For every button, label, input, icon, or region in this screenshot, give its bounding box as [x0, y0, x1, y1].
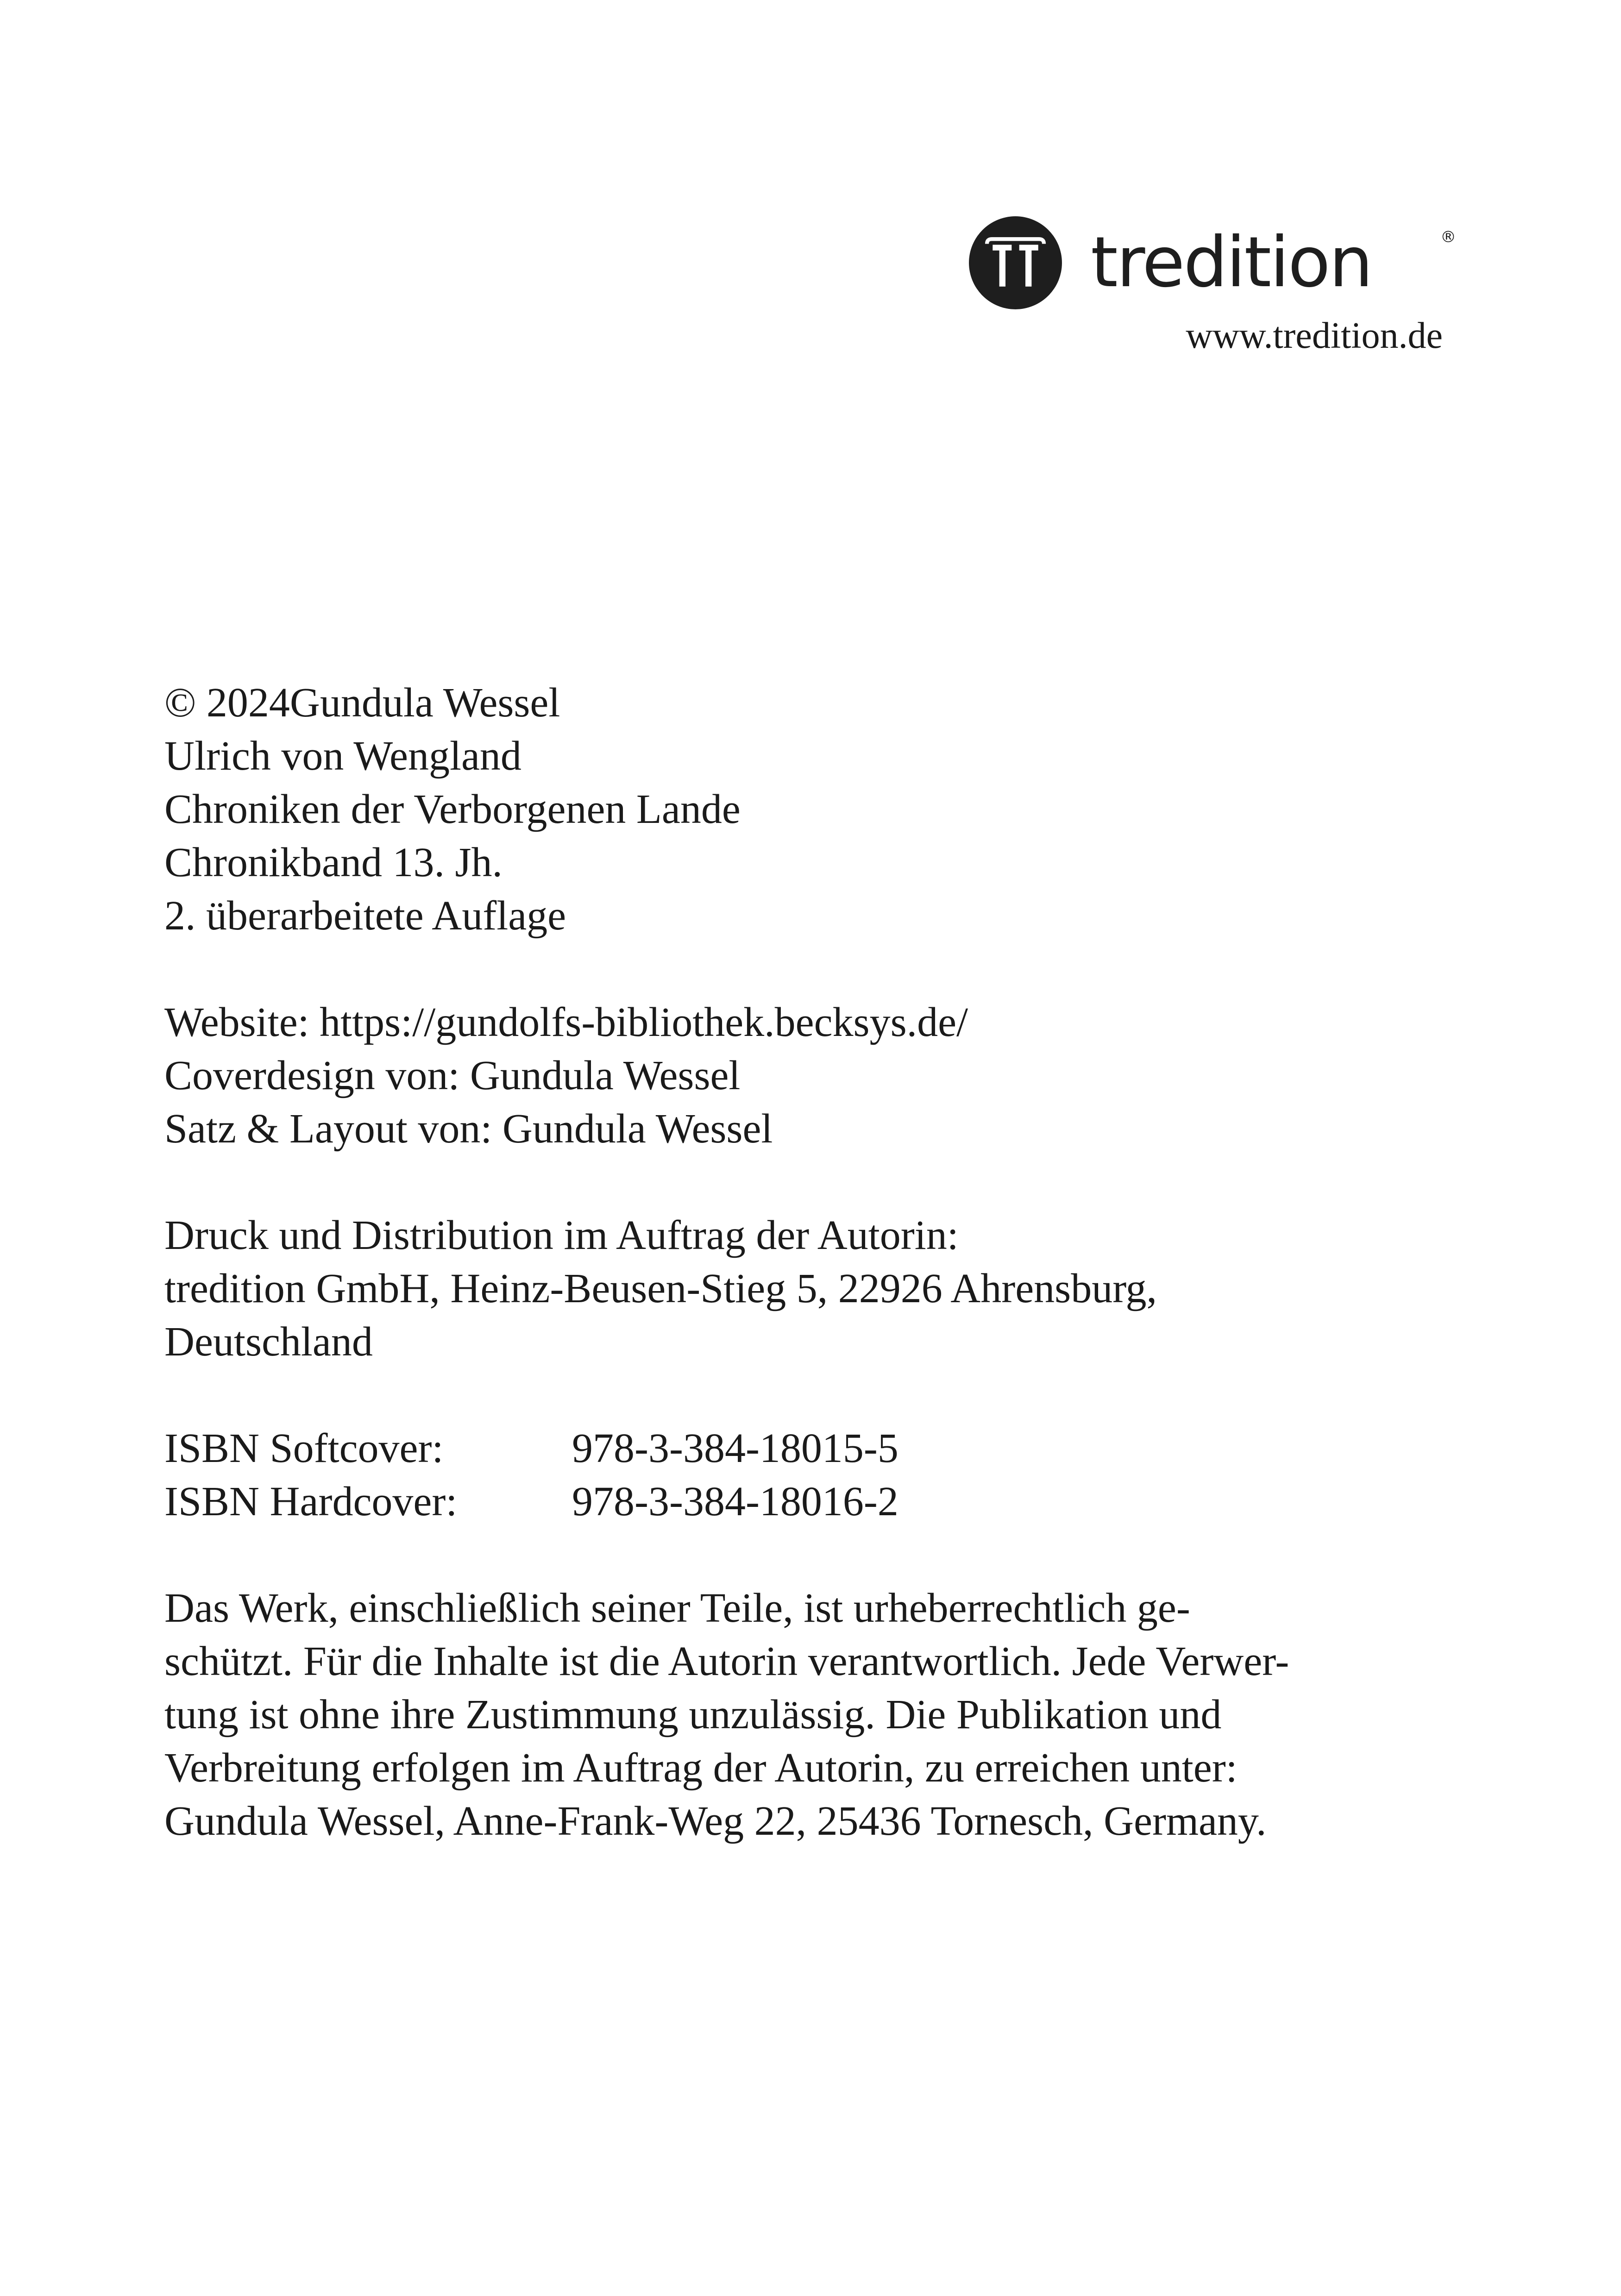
book-title: Ulrich von Wengland [164, 733, 521, 779]
credits-block [164, 996, 1461, 1155]
publisher-name: tredition [1091, 222, 1372, 303]
copyright-block [164, 676, 1461, 942]
edition-line: 2. überarbeitete Auflage [164, 893, 566, 939]
isbn-hardcover-value: 978-3-384-18016-2 [572, 1479, 898, 1524]
imprint-text [164, 676, 1461, 1848]
tredition-logo-icon [968, 215, 1063, 310]
legal-line: tung ist ohne ihre Zustimmung unzulässig. Die Publikation und [164, 1692, 1222, 1738]
author-address-line: Gundula Wessel, Anne-Frank-Weg 22, 25436 Tornesch, Germany. [164, 1798, 1267, 1844]
isbn-block [164, 1422, 1461, 1528]
layout-line: Satz & Layout von: Gundula Wessel [164, 1106, 773, 1152]
isbn-hardcover-label: ISBN Hardcover: [164, 1479, 458, 1524]
legal-line: Verbreitung erfolgen im Auftrag der Autorin, zu erreichen unter: [164, 1745, 1238, 1791]
publisher-address-line: tredition GmbH, Heinz-Beusen-Stieg 5, 22926 Ahrensburg, [164, 1266, 1157, 1311]
website-line: Website: https://gundolfs-bibliothek.becksys.de/ [164, 999, 968, 1045]
volume-line: Chronikband 13. Jh. [164, 840, 503, 885]
publisher-country-line: Deutschland [164, 1319, 373, 1365]
isbn-softcover-value: 978-3-384-18015-5 [572, 1425, 898, 1471]
legal-line: schützt. Für die Inhalte ist die Autorin verantwortlich. Jede Verwer- [164, 1638, 1289, 1684]
copyright-line: © 2024Gundula Wessel [164, 680, 560, 726]
series-title: Chroniken der Verborgenen Lande [164, 786, 741, 832]
isbn-softcover-label: ISBN Softcover: [164, 1425, 444, 1471]
legal-line: Das Werk, einschließlich seiner Teile, ist urheberrechtlich ge- [164, 1585, 1190, 1631]
publisher-url: www.tredition.de [1186, 315, 1443, 356]
legal-notice-block [164, 1581, 1461, 1848]
cover-design-line: Coverdesign von: Gundula Wessel [164, 1053, 741, 1098]
print-line: Druck und Distribution im Auftrag der Autorin: [164, 1212, 959, 1258]
registered-mark: ® [1440, 228, 1456, 246]
print-distribution-block [164, 1209, 1461, 1368]
publisher-logo [968, 215, 1456, 364]
isbn-softcover-row [164, 1422, 1461, 1475]
isbn-hardcover-row [164, 1475, 1461, 1528]
